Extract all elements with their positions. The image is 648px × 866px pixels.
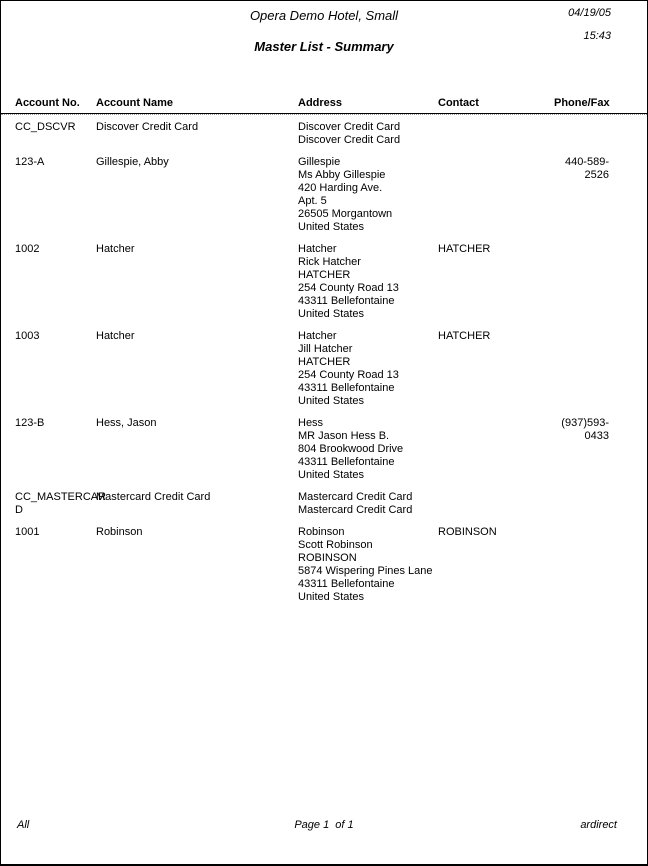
cell-phone xyxy=(554,491,647,517)
column-header-account-no: Account No. xyxy=(15,97,80,109)
column-header-account-name: Account Name xyxy=(96,97,174,109)
cell-address: Mastercard Credit Card Mastercard Credit Card xyxy=(298,491,413,516)
cell-address: Hatcher Rick Hatcher HATCHER 254 County Road 13 43311 Bellefontaine United States xyxy=(298,243,399,320)
cell-phone xyxy=(554,121,647,147)
cell-phone xyxy=(554,526,647,604)
page-title: Master List - Summary xyxy=(254,39,394,54)
table-row xyxy=(1,156,647,234)
cell-address: Gillespie Ms Abby Gillespie 420 Harding Ave. Apt. 5 26505 Morgantown United States xyxy=(298,156,393,233)
cell-contact: HATCHER xyxy=(438,243,491,255)
cell-account-no: CC_MASTERCAR D xyxy=(15,491,107,516)
cell-phone: (937)593-0433 xyxy=(561,417,609,442)
table-body xyxy=(1,115,647,604)
cell-account-no: 1002 xyxy=(15,243,40,255)
footer-filter-value: All xyxy=(17,819,30,831)
cell-account-no: 1001 xyxy=(15,526,40,538)
cell-address: Discover Credit Card Discover Credit Card xyxy=(298,121,401,146)
footer-page-number: Page 1 of 1 xyxy=(294,819,354,831)
cell-account-no: 123-B xyxy=(15,417,45,429)
cell-contact xyxy=(438,491,554,517)
cell-account-name: Hatcher xyxy=(96,330,135,342)
table-row xyxy=(1,417,647,482)
table-row xyxy=(1,491,647,517)
cell-account-no: 123-A xyxy=(15,156,45,168)
column-header-address: Address xyxy=(298,97,343,109)
table-row xyxy=(1,243,647,321)
cell-address: Hess MR Jason Hess B. 804 Brookwood Drive 43311 Bellefontaine United States xyxy=(298,417,404,481)
cell-account-name: Discover Credit Card xyxy=(96,121,199,133)
cell-account-no: 1003 xyxy=(15,330,40,342)
cell-contact: HATCHER xyxy=(438,330,491,342)
cell-phone xyxy=(554,330,647,408)
cell-account-name: Hatcher xyxy=(96,243,135,255)
cell-account-name: Mastercard Credit Card xyxy=(96,491,211,503)
cell-contact xyxy=(438,156,554,234)
column-header-contact: Contact xyxy=(438,97,479,109)
report-time: 15:43 xyxy=(583,30,611,42)
cell-account-no: CC_DSCVR xyxy=(15,121,76,133)
cell-contact xyxy=(438,121,554,147)
table-row xyxy=(1,526,647,604)
cell-phone xyxy=(554,243,647,321)
report-date: 04/19/05 xyxy=(568,7,611,19)
master-list-table xyxy=(1,97,647,613)
table-row xyxy=(1,121,647,147)
footer-report-id: ardirect xyxy=(580,819,617,831)
cell-address: Hatcher Jill Hatcher HATCHER 254 County Road 13 43311 Bellefontaine United States xyxy=(298,330,399,407)
cell-account-name: Gillespie, Abby xyxy=(96,156,169,168)
cell-contact: ROBINSON xyxy=(438,526,497,538)
cell-contact xyxy=(438,417,554,482)
column-header-phone-fax: Phone/Fax xyxy=(554,97,610,109)
table-header-row xyxy=(1,97,647,114)
table-row xyxy=(1,330,647,408)
cell-account-name: Hess, Jason xyxy=(96,417,157,429)
cell-address: Robinson Scott Robinson ROBINSON 5874 Wispering Pines Lane 43311 Bellefontaine United States xyxy=(298,526,433,603)
hotel-name: Opera Demo Hotel, Small xyxy=(249,8,399,23)
cell-phone: 440-589-2526 xyxy=(564,156,609,181)
cell-account-name: Robinson xyxy=(96,526,143,538)
